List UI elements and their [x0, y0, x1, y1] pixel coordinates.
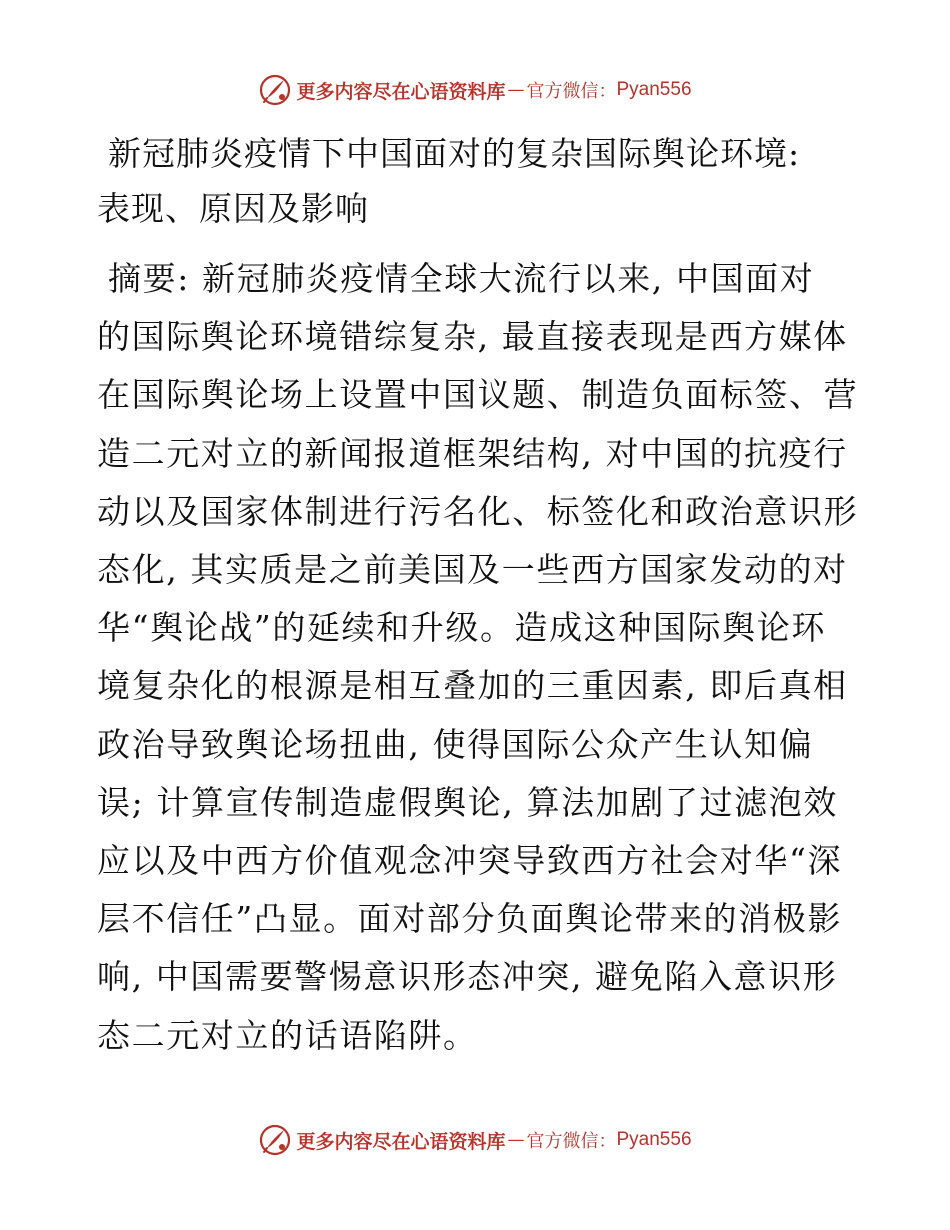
quill-pen-logo-icon: [258, 73, 292, 107]
abstract-line: 应以及中西方价值观念冲突导致西方社会对华“深: [97, 841, 843, 881]
abstract-line: 态化, 其实质是之前美国及一些西方国家发动的对: [97, 550, 848, 590]
title-line: 新冠肺炎疫情下中国面对的复杂国际舆论环境:: [108, 134, 801, 173]
watermark-wechat-id: Pyan556: [616, 1129, 692, 1150]
abstract-line: 误; 计算宣传制造虚假舆论, 算法加剧了过滤泡效: [97, 782, 838, 822]
watermark-official-label: 官方微信：: [526, 81, 617, 102]
abstract-line: 政治导致舆论场扭曲, 使得国际公众产生认知偏: [97, 724, 814, 764]
watermark-wechat-id: Pyan556: [616, 79, 692, 100]
document-title: [97, 126, 857, 236]
watermark-separator: —: [507, 1130, 525, 1150]
quill-pen-logo-icon: [258, 1123, 292, 1157]
abstract-line: 态二元对立的话语陷阱。: [97, 1015, 478, 1055]
abstract-paragraph: [97, 250, 857, 1065]
abstract-line: 在国际舆论场上设置中国议题、制造负面标签、营: [97, 375, 859, 415]
abstract-line: 的国际舆论环境错综复杂, 最直接表现是西方媒体: [97, 317, 848, 357]
footer-watermark-banner: [0, 1120, 950, 1160]
header-watermark-banner: [0, 70, 950, 110]
abstract-line: 华“舆论战”的延续和升级。造成这种国际舆论环: [97, 608, 826, 648]
watermark-brand-text: 更多内容尽在心语资料库: [296, 80, 506, 103]
watermark-separator: —: [507, 80, 525, 100]
abstract-line: 摘要: 新冠肺炎疫情全球大流行以来, 中国面对: [108, 259, 815, 298]
title-line: 表现、原因及影响: [97, 189, 369, 228]
abstract-line: 动以及国家体制进行污名化、标签化和政治意识形: [97, 491, 859, 531]
abstract-line: 造二元对立的新闻报道框架结构, 对中国的抗疫行: [97, 433, 848, 473]
abstract-line: 响, 中国需要警惕意识形态冲突, 避免陷入意识形: [97, 957, 838, 997]
watermark-official-label: 官方微信：: [526, 1131, 617, 1152]
watermark-brand-text: 更多内容尽在心语资料库: [296, 1130, 506, 1153]
abstract-line: 境复杂化的根源是相互叠加的三重因素, 即后真相: [97, 666, 848, 706]
abstract-line: 层不信任”凸显。面对部分负面舆论带来的消极影: [97, 899, 843, 939]
